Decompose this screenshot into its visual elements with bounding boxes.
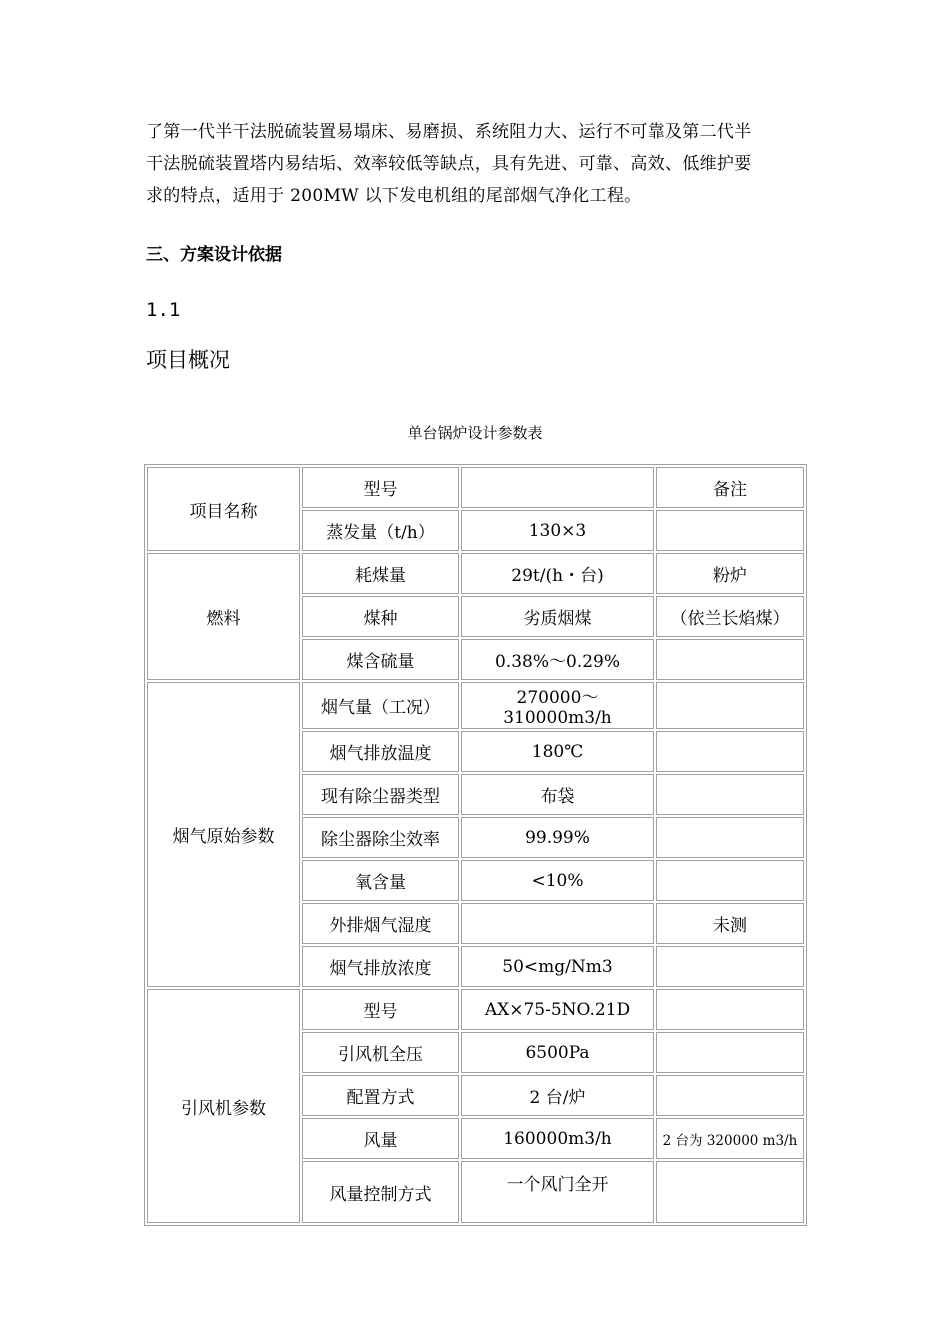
value-cell [461,467,654,508]
value-cell: AX×75-5NO.21D [461,989,654,1030]
note-cell: （依兰长焰煤） [656,596,804,637]
value-cell: 劣质烟煤 [461,596,654,637]
param-cell: 型号 [302,989,459,1030]
value-cell: 6500Pa [461,1032,654,1073]
param-cell: 现有除尘器类型 [302,774,459,815]
value-cell: 130×3 [461,510,654,551]
value-cell [461,903,654,944]
note-cell [656,946,804,987]
table-row [147,467,804,508]
value-cell: 160000m3/h [461,1118,654,1159]
group-label-flue-gas: 烟气原始参数 [147,682,300,987]
value-cell: 2 台/炉 [461,1075,654,1116]
section-number: 1.1 [146,299,181,321]
note-cell [656,510,804,551]
note-cell: 粉炉 [656,553,804,594]
note-cell [656,731,804,772]
param-cell: 煤含硫量 [302,639,459,680]
note-cell [656,1032,804,1073]
param-cell: 煤种 [302,596,459,637]
param-cell: 烟气排放浓度 [302,946,459,987]
intro-line-2: 干法脱硫装置塔内易结垢、效率较低等缺点，具有先进、可靠、高效、低维护要 [146,154,752,174]
value-cell: 布袋 [461,774,654,815]
value-cell: 270000～310000m3/h [461,682,654,729]
note-cell: 未测 [656,903,804,944]
value-cell: 0.38%～0.29% [461,639,654,680]
table-row [147,553,804,594]
param-cell: 烟气排放温度 [302,731,459,772]
note-cell: 2 台为 320000 m3/h [656,1118,804,1159]
param-cell: 烟气量（工况） [302,682,459,729]
intro-line-1: 了第一代半干法脱硫装置易塌床、易磨损、系统阻力大、运行不可靠及第二代半 [146,122,752,142]
note-cell [656,774,804,815]
group-label-fuel: 燃料 [147,553,300,680]
table-caption: 单台锅炉设计参数表 [407,424,543,442]
value-cell: 180℃ [461,731,654,772]
intro-paragraph [146,116,808,212]
param-cell: 风量控制方式 [302,1161,459,1223]
param-cell: 型号 [302,467,459,508]
value-cell: 99.99% [461,817,654,858]
boiler-parameter-table [144,464,807,1226]
param-cell: 风量 [302,1118,459,1159]
note-cell [656,1075,804,1116]
group-label-fan: 引风机参数 [147,989,300,1223]
note-cell [656,1161,804,1223]
table-row [147,989,804,1030]
param-cell: 外排烟气湿度 [302,903,459,944]
note-cell [656,817,804,858]
section-heading: 三、方案设计依据 [146,245,282,265]
subsection-title: 项目概况 [146,348,230,372]
note-cell [656,639,804,680]
param-cell: 除尘器除尘效率 [302,817,459,858]
param-cell: 引风机全压 [302,1032,459,1073]
note-cell [656,860,804,901]
value-cell: 一个风门全开 [461,1161,654,1223]
param-cell: 氧含量 [302,860,459,901]
value-cell: 29t/(h・台) [461,553,654,594]
intro-line-3: 求的特点，适用于 200MW 以下发电机组的尾部烟气净化工程。 [146,186,642,206]
param-cell: 耗煤量 [302,553,459,594]
note-cell [656,989,804,1030]
note-cell [656,682,804,729]
group-label-project: 项目名称 [147,467,300,551]
value-cell: 50<mg/Nm3 [461,946,654,987]
note-cell: 备注 [656,467,804,508]
table-row [147,682,804,729]
param-cell: 蒸发量（t/h） [302,510,459,551]
param-cell: 配置方式 [302,1075,459,1116]
value-cell: <10% [461,860,654,901]
